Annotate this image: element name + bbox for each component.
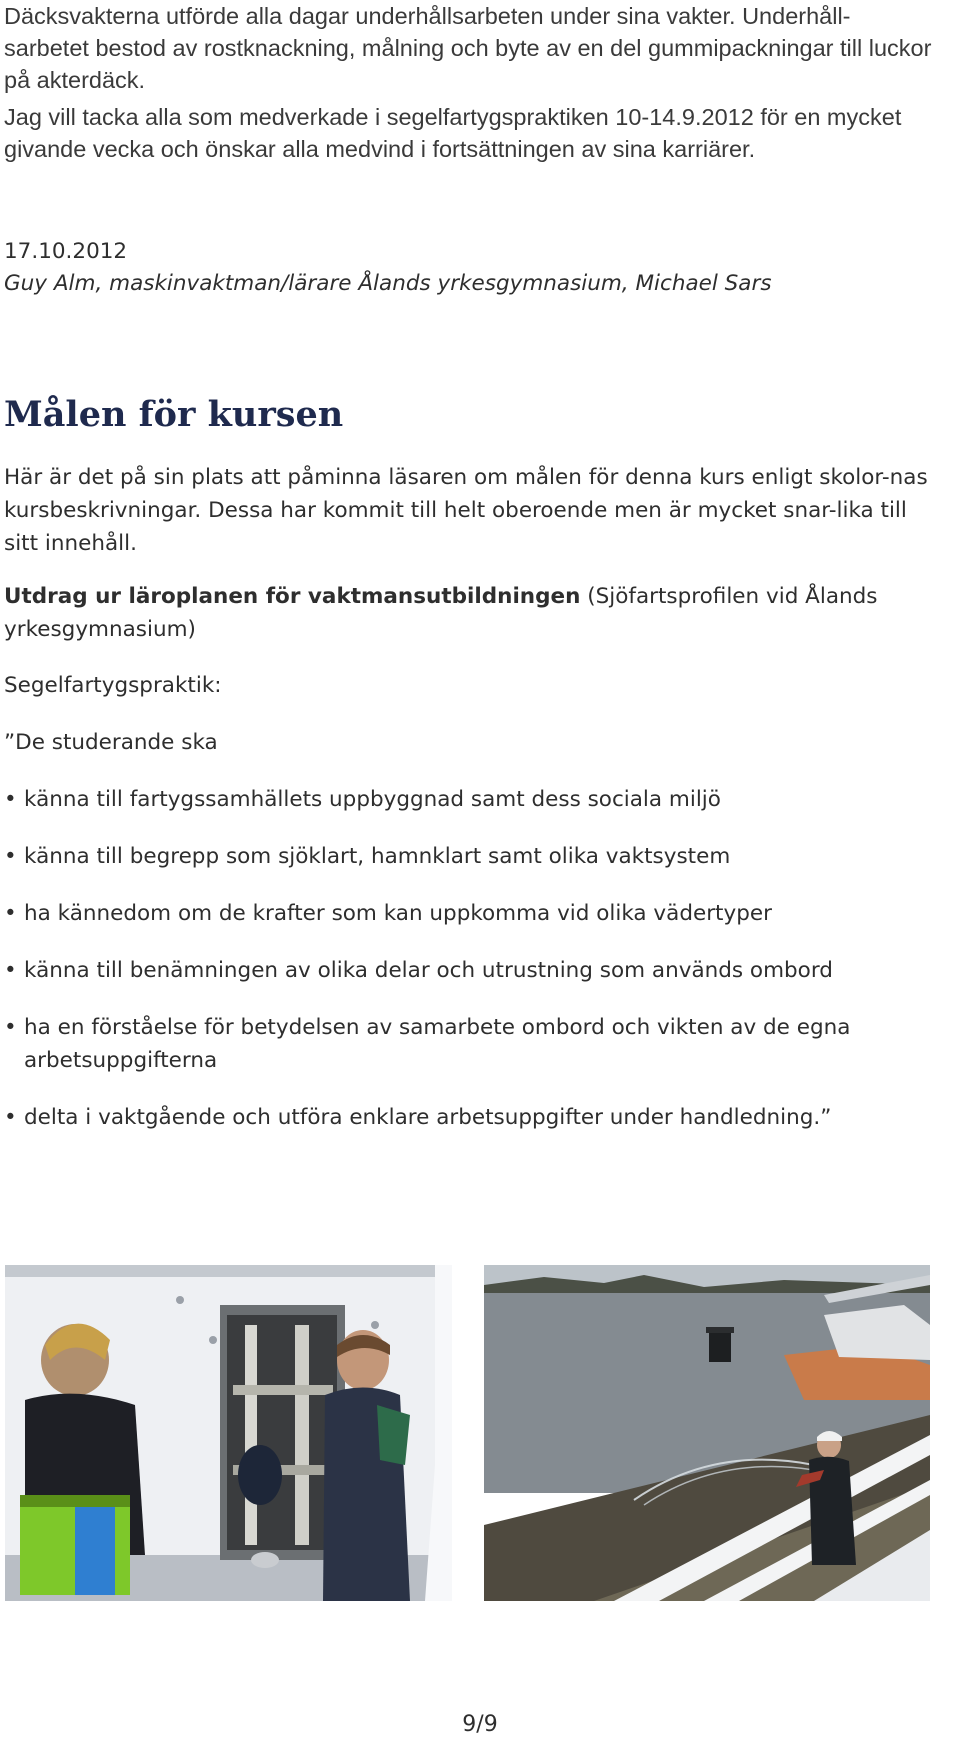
course-subheading: Segelfartygspraktik: [4,673,222,698]
curriculum-extract [4,580,934,646]
bullet-icon: • [4,787,17,812]
bullet-icon: • [4,901,17,926]
bullet-icon: • [4,844,17,869]
list-item: • känna till benämningen av olika delar och utrustning som används ombord [4,954,934,987]
photo-deck-washing-icon [484,1265,930,1601]
bullet-icon: • [4,1015,17,1040]
list-item: • känna till fartygssamhällets uppbyggnad samt dess sociala miljö [4,783,934,816]
intro-paragraph-maintenance: Däcksvakterna utförde alla dagar underhållsarbeten under sina vakter. Underhåll-sarbetet bestod av rostknackning, målning och byte av en del gummipackningar till luckor på akterdäck. [4,3,932,93]
bullet-icon: • [4,1105,17,1130]
intro-paragraph-thanks: Jag vill tacka alla som medverkade i segelfartygspraktiken 10-14.9.2012 för en mycket givande vecka och önskar alla medvind i fortsättningen av sina karriärer. [4,104,902,162]
quote-intro: ”De studerande ska [4,730,218,755]
letter-signature: Guy Alm, maskinvaktman/lärare Ålands yrkesgymnasium, Michael Sars [4,271,772,296]
letter-date: 17.10.2012 [4,239,128,264]
goals-list [4,783,934,1158]
curriculum-extract-source: (Sjöfartsprofilen vid Ålands yrkesgymnasium) [4,584,878,642]
list-item: • delta i vaktgående och utföra enklare arbetsuppgifter under handledning.” [4,1101,934,1134]
list-item: • känna till begrepp som sjöklart, hamnklart samt olika vaktsystem [4,840,934,873]
photo-crew-maintenance-icon [5,1265,452,1601]
page-number: 9/9 [462,1712,498,1737]
photo-crew-maintenance [5,1265,452,1601]
photo-deck-washing [484,1265,930,1601]
list-item: • ha en förståelse för betydelsen av samarbete ombord och vikten av de egna arbetsuppgifterna [4,1011,934,1077]
list-item: • ha kännedom om de krafter som kan uppkomma vid olika vädertyper [4,897,934,930]
goals-paragraph: Här är det på sin plats att påminna läsaren om målen för denna kurs enligt skolor-nas kursbeskrivningar. Dessa har kommit till helt oberoende men är mycket snar-lika till sitt innehåll. [4,465,928,556]
curriculum-extract-title: Utdrag ur läroplanen för vaktmansutbildningen [4,584,581,609]
bullet-icon: • [4,958,17,983]
section-heading: Målen för kursen [4,394,344,435]
